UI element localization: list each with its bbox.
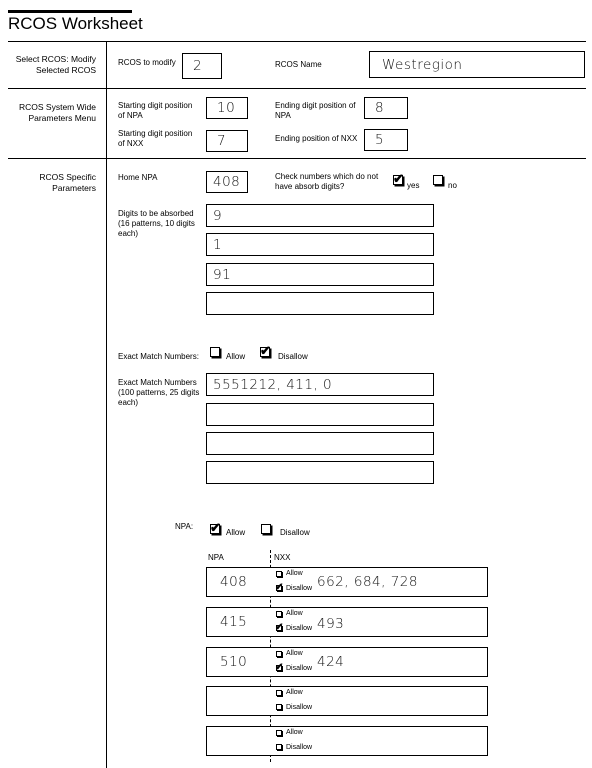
rcos-modify-label: RCOS to modify [118, 58, 176, 67]
exact-value-1: 5551212, 411, 0 [213, 377, 333, 393]
absorb-value-2: 1 [213, 237, 223, 253]
end-nxx-field[interactable] [364, 129, 408, 151]
end-npa-field[interactable] [364, 97, 408, 119]
absorb-field-4[interactable] [206, 292, 434, 315]
npa-row-4-allow-label: Allow [286, 689, 303, 696]
absorb-digits-label: Digits to be absorbed (16 patterns, 10 digits each) [118, 209, 195, 238]
rcos-name-value: Westregion [382, 57, 463, 73]
npa-row-2-allow-checkbox[interactable] [276, 611, 282, 617]
exact-field-1[interactable] [206, 373, 434, 396]
end-npa-value: 8 [375, 100, 385, 116]
column-divider [106, 41, 107, 768]
absorb-yes-label: yes [407, 181, 420, 190]
npa-row-1-allow-checkbox[interactable] [276, 571, 282, 577]
end-npa-label: Ending digit position of NPA [275, 101, 356, 120]
npa-row-2-disallow-checkmark: ✔ [275, 622, 284, 633]
npa-row-5 [206, 726, 488, 756]
section-rule-1 [8, 88, 586, 89]
rcos-modify-field[interactable] [182, 53, 222, 79]
exact-disallow-checkmark: ✔ [260, 343, 271, 358]
absorb-no-label: no [448, 181, 457, 190]
rcos-name-label: RCOS Name [275, 60, 322, 69]
end-nxx-value: 5 [375, 132, 385, 148]
npa-row-3-disallow-checkmark: ✔ [275, 662, 284, 673]
npa-row-5-disallow-label: Disallow [286, 744, 313, 751]
npa-row-2 [206, 607, 488, 637]
npa-row-1-disallow-label: Disallow [286, 585, 313, 592]
npa-question: NPA: [175, 522, 194, 531]
npa-row-4 [206, 686, 488, 716]
absorb-value-1: 9 [213, 208, 223, 224]
npa-row-3-nxx[interactable]: 424 [317, 654, 345, 670]
absorb-field-2[interactable] [206, 233, 434, 256]
home-npa-label: Home NPA [118, 173, 158, 182]
exact-allow-label: Allow [226, 352, 246, 361]
section-select-rcos: Select RCOS: Modify Selected RCOS [15, 54, 96, 75]
npa-row-5-disallow-checkbox[interactable] [276, 744, 282, 750]
start-npa-field[interactable] [206, 97, 248, 119]
npa-row-5-allow-checkbox[interactable] [276, 730, 282, 736]
end-nxx-label: Ending position of NXX [275, 134, 358, 143]
title-rule [8, 10, 132, 13]
npa-row-1-npa[interactable]: 408 [220, 574, 248, 590]
section-system-wide: RCOS System Wide Parameters Menu [19, 102, 96, 123]
header-rule [8, 41, 586, 42]
npa-row-4-allow-checkbox[interactable] [276, 690, 282, 696]
npa-row-5-allow-label: Allow [286, 729, 303, 736]
npa-allow-label: Allow [226, 528, 246, 537]
absorb-no-checkbox[interactable] [433, 175, 443, 185]
absorb-field-1[interactable] [206, 204, 434, 227]
start-nxx-field[interactable] [206, 130, 248, 152]
exact-field-4[interactable] [206, 461, 434, 484]
rcos-name-field[interactable] [369, 51, 585, 78]
exact-disallow-label: Disallow [278, 352, 308, 361]
absorb-value-3: 91 [213, 267, 232, 283]
absorb-check-label: Check numbers which do not have absorb digits? [275, 172, 379, 191]
exact-match-question: Exact Match Numbers: [118, 352, 199, 361]
npa-row-1-nxx[interactable]: 662, 684, 728 [317, 574, 418, 590]
npa-disallow-label: Disallow [280, 528, 310, 537]
npa-row-2-allow-label: Allow [286, 610, 303, 617]
npa-row-1 [206, 567, 488, 597]
npa-column-header: NPA [208, 553, 224, 562]
npa-row-3-npa[interactable]: 510 [220, 654, 248, 670]
npa-row-2-npa[interactable]: 415 [220, 614, 248, 630]
npa-row-1-disallow-checkmark: ✔ [275, 582, 284, 593]
absorb-field-3[interactable] [206, 263, 434, 286]
rcos-modify-value: 2 [193, 58, 203, 74]
exact-field-3[interactable] [206, 432, 434, 455]
npa-row-3-disallow-label: Disallow [286, 665, 313, 672]
exact-list-label: Exact Match Numbers (100 patterns, 25 digits each) [118, 378, 200, 407]
page-title: RCOS Worksheet [8, 14, 143, 33]
npa-row-4-disallow-label: Disallow [286, 704, 313, 711]
npa-row-1-allow-label: Allow [286, 570, 303, 577]
npa-allow-checkmark: ✔ [210, 520, 221, 535]
absorb-yes-checkmark: ✔ [393, 171, 404, 186]
start-nxx-value: 7 [217, 133, 227, 149]
npa-row-4-disallow-checkbox[interactable] [276, 704, 282, 710]
npa-row-3-allow-checkbox[interactable] [276, 651, 282, 657]
exact-field-2[interactable] [206, 403, 434, 426]
home-npa-field[interactable] [206, 171, 248, 193]
start-nxx-label: Starting digit position of NXX [118, 129, 193, 148]
npa-row-2-disallow-label: Disallow [286, 625, 313, 632]
npa-row-3 [206, 647, 488, 677]
exact-allow-checkbox[interactable] [210, 347, 220, 357]
start-npa-label: Starting digit position of NPA [118, 101, 193, 120]
npa-disallow-checkbox[interactable] [261, 524, 271, 534]
start-npa-value: 10 [217, 100, 236, 116]
nxx-column-header: NXX [274, 553, 291, 562]
section-rule-2 [8, 158, 586, 159]
npa-row-2-nxx[interactable]: 493 [317, 616, 345, 632]
npa-row-3-allow-label: Allow [286, 650, 303, 657]
home-npa-value: 408 [213, 174, 241, 190]
section-specific: RCOS Specific Parameters [39, 172, 96, 193]
